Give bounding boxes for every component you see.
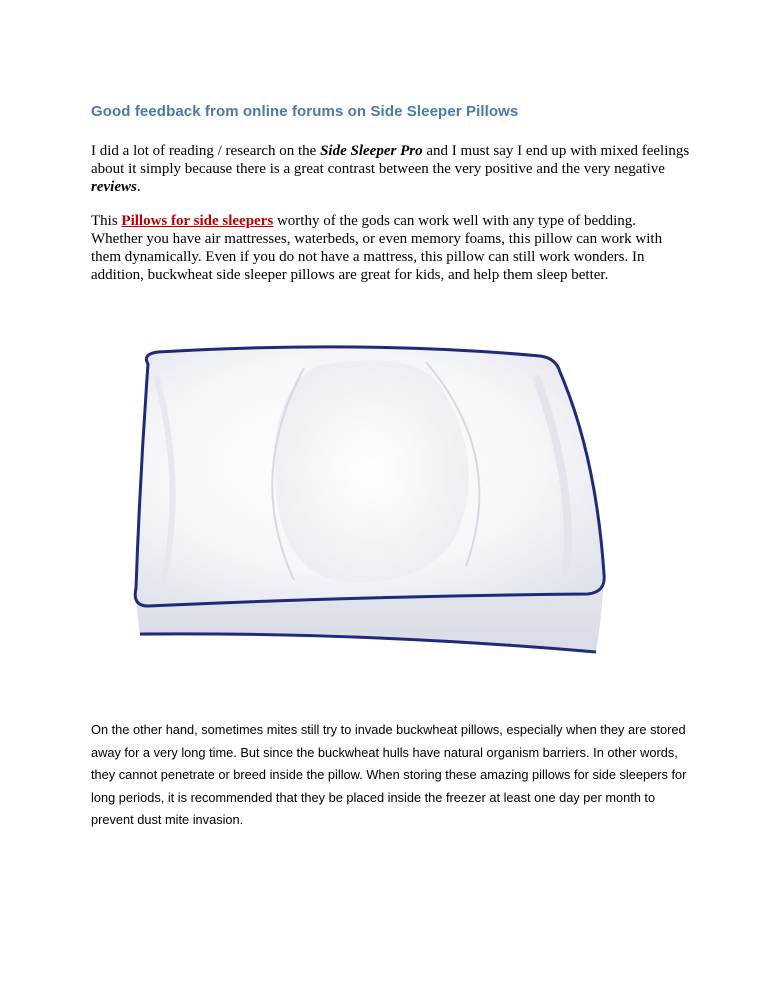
bedding-text-after: worthy of the gods can work well with any type of bedding. Whether you have air mattresses, waterbeds, or even memory foams, this pillow can work with them dynamically. Even if you do not have a mattress, this pillow can still work wonders. In addition, buckwheat side sleeper pillows are great for kids, and help them sleep better. xyxy=(91,213,663,283)
intro-text-middle: and I must say I end up with mixed feelings about it simply because there is a great contrast between the very positive and the very negative xyxy=(91,143,690,177)
reviews-word: reviews xyxy=(91,179,137,195)
mites-paragraph: On the other hand, sometimes mites still try to invade buckwheat pillows, especially when they are stored away for a very long time. But since the buckwheat hulls have natural organism barriers. In other words, they cannot penetrate or breed inside the pillow. When storing these amazing pillows for side sleepers for long periods, it is recommended that they be placed inside the freezer at least one day per month to prevent dust mite invasion. xyxy=(91,722,687,827)
product-name: Side Sleeper Pro xyxy=(320,143,423,159)
intro-text-after: . xyxy=(136,179,141,195)
page-heading: Good feedback from online forums on Side Sleeper Pillows xyxy=(91,103,519,120)
intro-text-before: I did a lot of reading / research on the xyxy=(91,143,321,159)
bedding-text-before: This xyxy=(91,213,122,229)
bedding-paragraph xyxy=(91,212,691,284)
intro-paragraph xyxy=(91,142,691,196)
pillows-for-side-sleepers-link[interactable]: Pillows for side sleepers xyxy=(121,213,274,229)
pillow-illustration xyxy=(126,336,646,660)
pillow-image xyxy=(126,336,646,660)
